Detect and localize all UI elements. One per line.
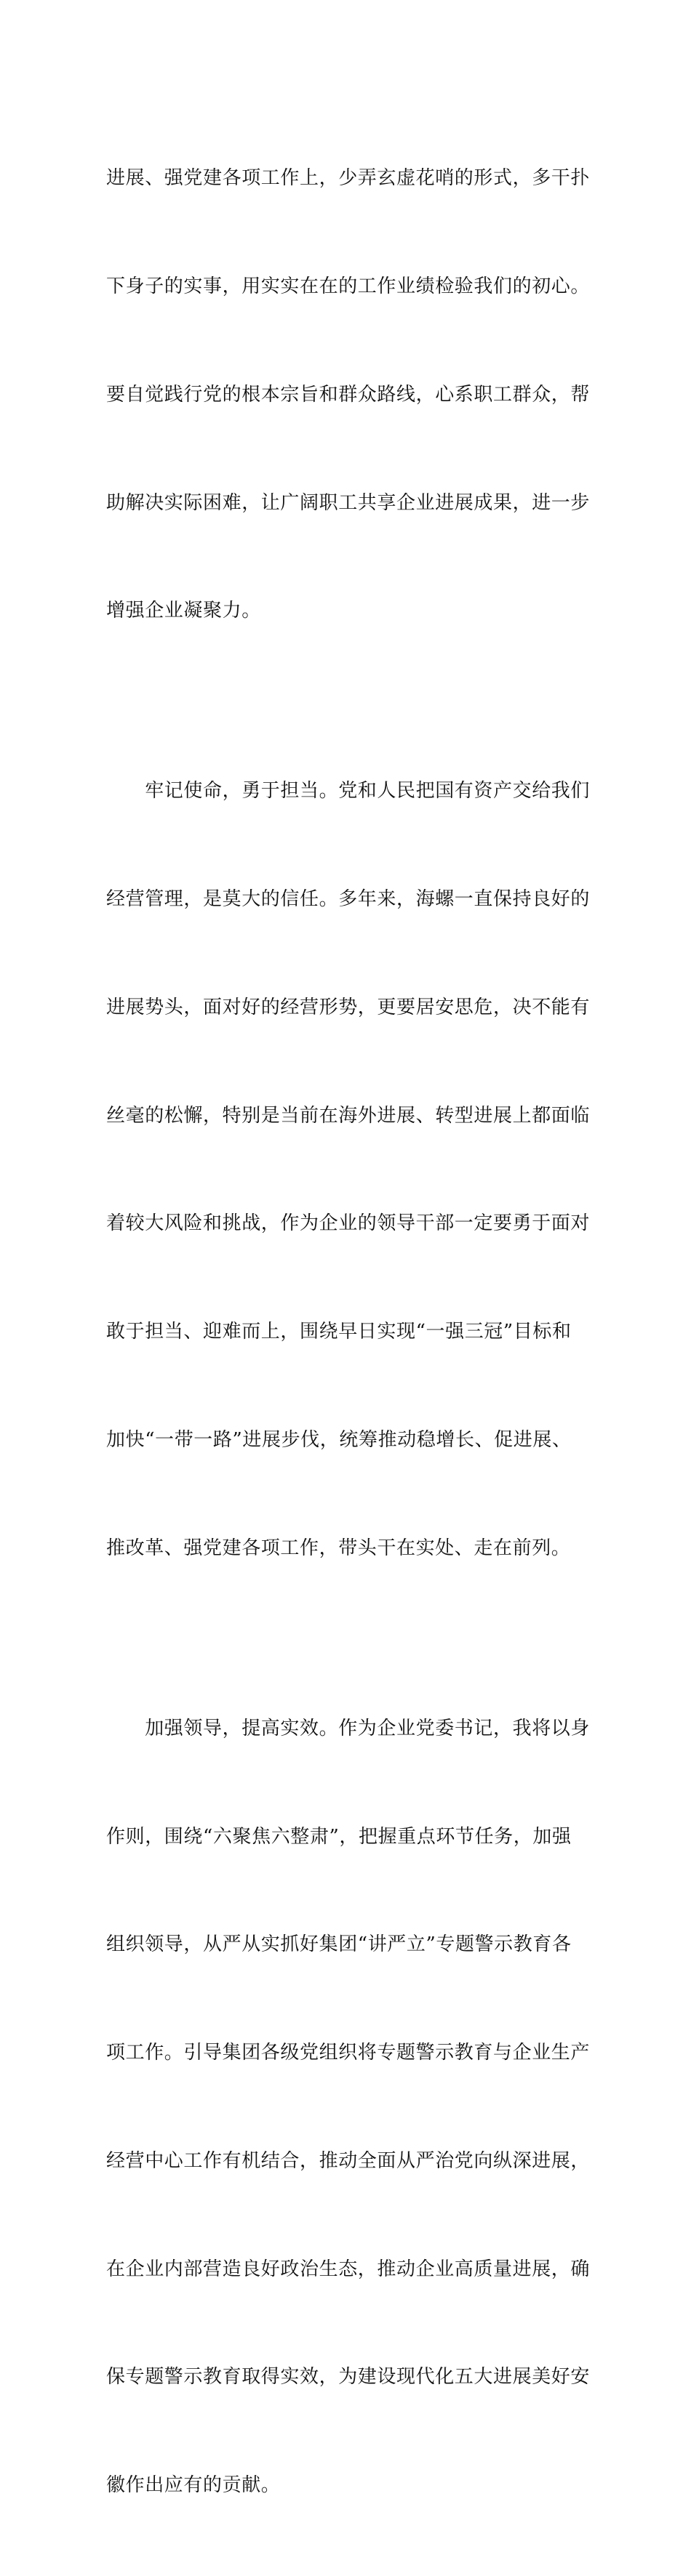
text-line: 要自觉践行党的根本宗旨和群众路线，心系职工群众，帮 — [106, 383, 591, 406]
paragraph-2 — [106, 701, 589, 1638]
text-line: 组织领导，从严从实抓好集团“讲严立”专题警示教育各 — [106, 1933, 572, 1956]
text-line: 加强领导，提高实效。作为企业党委书记，我将以身 — [106, 1717, 591, 1739]
text-line: 牢记使命，勇于担当。党和人民把国有资产交给我们 — [106, 780, 591, 802]
text-line: 推改革、强党建各项工作，带头干在实处、走在前列。 — [106, 1537, 571, 1559]
text-line: 加快“一带一路”进展步伐，统筹推动稳增长、促进展、 — [106, 1428, 572, 1451]
text-line: 保专题警示教育取得实效，为建设现代化五大进展美好安 — [106, 2366, 591, 2388]
text-line: 在企业内部营造良好政治生态，推动企业高质量进展，确 — [106, 2258, 591, 2280]
paragraph-1 — [106, 89, 589, 701]
text-line: 丝毫的松懈，特别是当前在海外进展、转型进展上都面临 — [106, 1104, 591, 1127]
text-line: 下身子的实事，用实实在在的工作业绩检验我们的初心。 — [106, 275, 591, 297]
text-line: 敢于担当、迎难而上，围绕早日实现“一强三冠”目标和 — [106, 1321, 572, 1343]
text-line: 进展、强党建各项工作上，少弄玄虚花哨的形式，多干扑 — [106, 167, 591, 190]
text-line: 徽作出应有的贡献。 — [106, 2474, 281, 2497]
text-line: 作则，围绕“六聚焦六整肃”，把握重点环节任务，加强 — [106, 1825, 572, 1848]
text-line: 增强企业凝聚力。 — [106, 600, 261, 622]
paragraph-3 — [106, 1639, 589, 2576]
document-body — [106, 89, 589, 2576]
text-line: 项工作。引导集团各级党组织将专题警示教育与企业生产 — [106, 2042, 591, 2064]
text-line: 助解决实际困难，让广阔职工共享企业进展成果，进一步 — [106, 491, 591, 514]
text-line: 进展势头，面对好的经营形势，更要居安思危，决不能有 — [106, 996, 591, 1018]
text-line: 经营中心工作有机结合，推动全面从严治党向纵深进展， — [106, 2149, 591, 2172]
text-line: 着较大风险和挑战，作为企业的领导干部一定要勇于面对 — [106, 1212, 591, 1235]
text-line: 经营管理，是莫大的信任。多年来，海螺一直保持良好的 — [106, 888, 591, 911]
